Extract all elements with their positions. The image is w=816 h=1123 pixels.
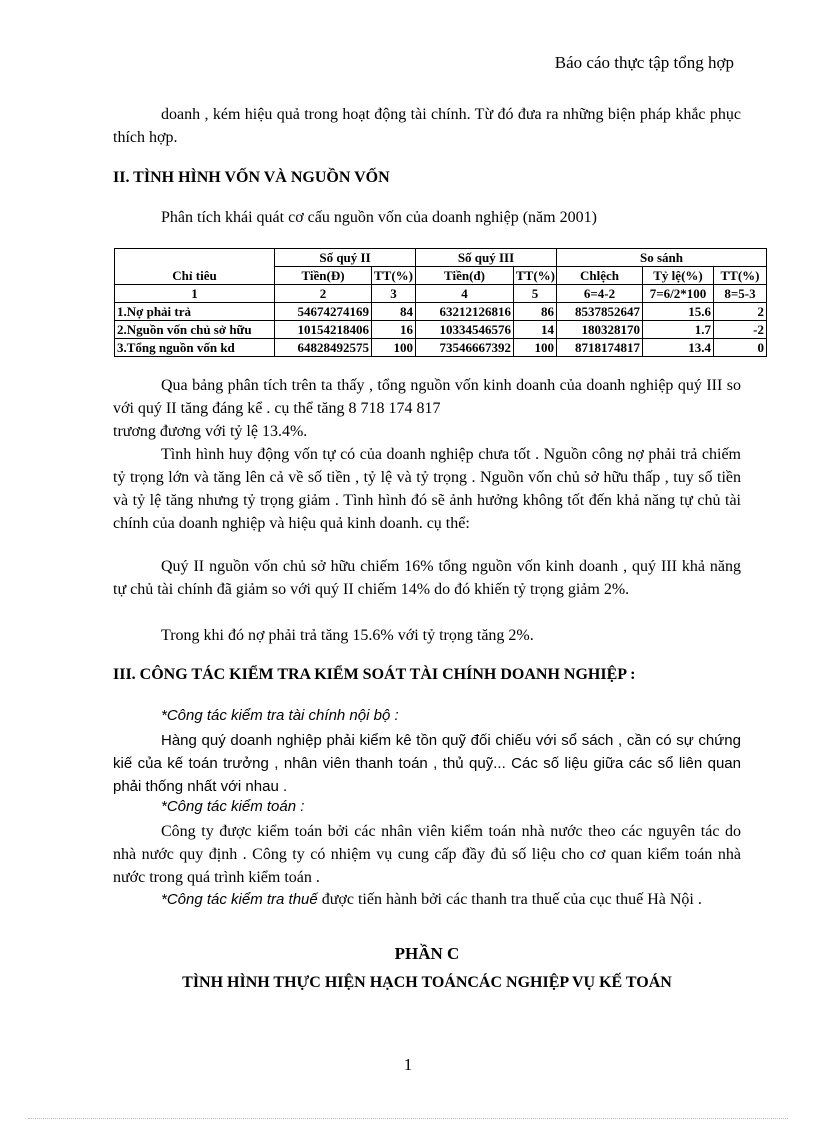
page-number: 1 (403, 1055, 413, 1074)
cell: 15.6 (643, 303, 714, 321)
index-cell: 6=4-2 (557, 285, 643, 303)
index-cell: 5 (514, 285, 557, 303)
sub-header: Tiền(đ) (416, 267, 514, 285)
cell: 100 (372, 339, 416, 357)
subsection-internal-audit: *Công tác kiểm tra tài chính nội bộ : (161, 707, 399, 724)
cell: 0 (714, 339, 767, 357)
cell: 180328170 (557, 321, 643, 339)
capital-structure-table (114, 248, 767, 357)
subsection-audit: *Công tác kiểm toán : (161, 798, 305, 815)
cell: 14 (514, 321, 557, 339)
index-cell: 4 (416, 285, 514, 303)
table-row (115, 303, 767, 321)
row-label: 2.Nguồn vốn chủ sở hữu (115, 321, 275, 339)
index-cell: 7=6/2*100 (643, 285, 714, 303)
sub-header: Tỷ lệ(%) (643, 267, 714, 285)
sub-header: TT(%) (714, 267, 767, 285)
cell: 10334546576 (416, 321, 514, 339)
intro-paragraph: doanh , kém hiệu quả trong hoạt động tài chính. Từ đó đưa ra những biện pháp khắc phục thích hợp. (113, 106, 741, 146)
cell: 100 (514, 339, 557, 357)
table-header-row (115, 249, 767, 267)
cell: -2 (714, 321, 767, 339)
table-index-row (115, 285, 767, 303)
sub-header: Tiền(Đ) (275, 267, 372, 285)
section-3-heading: III. CÔNG TÁC KIỂM TRA KIỂM SOÁT TÀI CHÍNH DOANH NGHIỆP : (113, 666, 636, 683)
audit-paragraph: Công ty được kiểm toán bởi các nhân viên kiểm toán nhà nước theo các nguyên tác do nhà nước quy định . Công ty có nhiệm vụ cung cấp đầy đủ số liệu cho cơ quan kiểm toán nhà nước trong quá trình kiểm toán . (113, 823, 741, 886)
table-row (115, 339, 767, 357)
table-caption: Phân tích khái quát cơ cấu nguồn vốn của doanh nghiệp (năm 2001) (161, 209, 597, 226)
cell: 86 (514, 303, 557, 321)
group-comparison: So sánh (557, 249, 767, 267)
cell: 84 (372, 303, 416, 321)
index-cell: 1 (115, 285, 275, 303)
cell: 13.4 (643, 339, 714, 357)
cell: 64828492575 (275, 339, 372, 357)
cell: 16 (372, 321, 416, 339)
part-c-title: PHẦN C (394, 944, 460, 963)
analysis-paragraph-4: Trong khi đó nợ phải trả tăng 15.6% với tỷ trọng tăng 2%. (161, 627, 534, 644)
cell: 2 (714, 303, 767, 321)
section-2-heading: II. TÌNH HÌNH VỐN VÀ NGUỒN VỐN (113, 169, 390, 186)
index-cell: 8=5-3 (714, 285, 767, 303)
running-header: Báo cáo thực tập tổng hợp (554, 53, 734, 72)
sub-header: TT(%) (372, 267, 416, 285)
tax-audit-paragraph: *Công tác kiểm tra thuế được tiến hành bởi các thanh tra thuế của cục thuế Hà Nội . (161, 891, 702, 908)
internal-audit-paragraph: Hàng quý doanh nghiệp phải kiểm kê tồn quỹ đối chiếu với sổ sách , cần có sự chứng kiế của kế toán trưởng , nhân viên thanh toán , thủ quỹ... Các số liệu giữa các sổ liên quan phải thống nhất với nhau . (113, 732, 741, 795)
analysis-paragraph-3: Quý II nguồn vốn chủ sở hữu chiếm 16% tổng nguồn vốn kinh doanh , quý III khả năng tự chủ tài chính đã giảm so với quý II chiếm 14% do đó khiến tỷ trọng giảm 2%. (113, 558, 741, 598)
row-label: 1.Nợ phải trả (115, 303, 275, 321)
cell: 10154218406 (275, 321, 372, 339)
table-row (115, 321, 767, 339)
analysis-paragraph-2: Tình hình huy động vốn tự có của doanh nghiệp chưa tốt . Nguồn công nợ phải trả chiếm tỷ trọng lớn và tăng lên cả về số tiền , tỷ lệ và tỷ trọng . Nguồn vốn chủ sở hữu thấp , tuy số tiền và tỷ lệ tăng nhưng tỷ trọng giảm . Tình hình đó sẽ ảnh hưởng không tốt đến khả năng tự chủ tài chính của doanh nghiệp và hiệu quả kinh doanh. cụ thể: (113, 446, 741, 532)
sub-header: TT(%) (514, 267, 557, 285)
index-cell: 2 (275, 285, 372, 303)
cell: 63212126816 (416, 303, 514, 321)
analysis-paragraph-1: Qua bảng phân tích trên ta thấy , tổng nguồn vốn kinh doanh của doanh nghiệp quý III so với quý II tăng đáng kể . cụ thể tăng 8 718 174 817 trương đương với tỷ lệ 13.4%. (113, 377, 741, 440)
cell: 8537852647 (557, 303, 643, 321)
row-label: 3.Tổng nguồn vốn kd (115, 339, 275, 357)
cell: 1.7 (643, 321, 714, 339)
index-cell: 3 (372, 285, 416, 303)
cell: 73546667392 (416, 339, 514, 357)
cell: 54674274169 (275, 303, 372, 321)
cell: 8718174817 (557, 339, 643, 357)
group-q3: Số quý III (416, 249, 557, 267)
col-chitieu: Chỉ tiêu (115, 249, 275, 285)
group-q2: Số quý II (275, 249, 416, 267)
part-c-subtitle: TÌNH HÌNH THỰC HIỆN HẠCH TOÁNCÁC NGHIỆP VỤ KẾ TOÁN (182, 974, 672, 991)
page-bottom-divider (28, 1118, 788, 1119)
sub-header: Chlệch (557, 267, 643, 285)
